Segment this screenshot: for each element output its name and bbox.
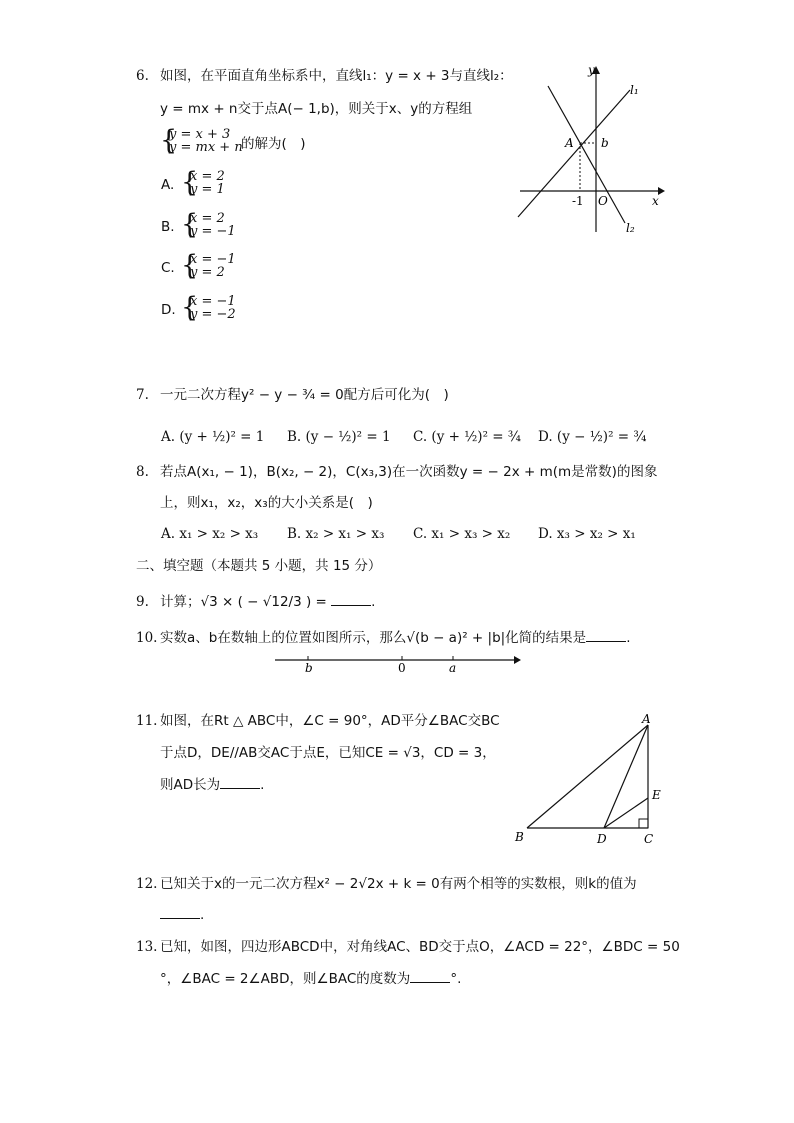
q10-stem: 实数a、b在数轴上的位置如图所示，那么√(b − a)² + |b|化简的结果是 . [160, 630, 631, 646]
q6-system: { y = x + 3 y = mx + n [160, 125, 243, 156]
q6-fig-l1-label: l₁ [630, 83, 639, 97]
q6-fig-b-label: b [601, 136, 609, 150]
q12-line1: 已知关于x的一元二次方程x² − 2√2x + k = 0有两个相等的实数根，则k的值为 [160, 876, 637, 892]
q6-fig-neg1-label: -1 [572, 194, 584, 208]
q12-answer-blank[interactable] [160, 906, 200, 919]
q6-system-suffix: 的解为( ) [241, 136, 306, 152]
q6-fig-point-a: A [565, 136, 574, 150]
q10-number: 10. [136, 630, 158, 646]
q8-option-c[interactable]: C. x₁ > x₃ > x₂ [413, 526, 511, 542]
q7-option-b[interactable]: B. (y − ½)² = 1 [287, 429, 391, 445]
section-2-heading: 二、填空题（本题共 5 小题，共 15 分） [136, 558, 382, 574]
q6-system-row1: y = x + 3 [169, 127, 231, 142]
q11-line3: 则AD长为 . [160, 777, 265, 793]
q6-number: 6. [136, 68, 149, 84]
q6-fig-origin-label: O [598, 194, 608, 208]
q13-line1: 已知，如图，四边形ABCD中，对角线AC、BD交于点O，∠ACD = 22°，∠BDC = 50 [160, 939, 680, 955]
q8-number: 8. [136, 464, 149, 480]
q11-answer-blank[interactable] [220, 776, 260, 789]
q7-option-d[interactable]: D. (y − ½)² = ¾ [538, 429, 647, 445]
q6-line1: 如图，在平面直角坐标系中，直线l₁：y = x + 3与直线l₂： [160, 68, 513, 84]
q7-stem: 一元二次方程y² − y − ¾ = 0配方后可化为( ) [160, 387, 449, 403]
q6-fig-l2-label: l₂ [626, 221, 635, 235]
q12-number: 12. [136, 876, 158, 892]
q11-label-c: C [644, 832, 654, 846]
q6-fig-y-label: y [588, 63, 595, 77]
q10-answer-blank[interactable] [586, 629, 626, 642]
q9-stem: 计算；√3 × ( − √12/3 ) = . [160, 594, 376, 610]
q11-line1: 如图，在Rt △ ABC中，∠C = 90°，AD平分∠BAC交BC [160, 713, 500, 729]
q10-number-line [270, 650, 525, 678]
q13-answer-blank[interactable] [410, 970, 450, 983]
q11-number: 11. [136, 713, 158, 729]
q6-system-row2: y = mx + n [169, 140, 243, 155]
q6-fig-x-label: x [652, 194, 659, 208]
q10-point-b-label: b [305, 661, 313, 675]
q11-label-e: E [652, 788, 661, 802]
q6-coordinate-figure [510, 60, 670, 240]
q13-line2: °，∠BAC = 2∠ABD，则∠BAC的度数为 °. [160, 971, 462, 987]
q7-option-c[interactable]: C. (y + ½)² = ¾ [413, 429, 521, 445]
q11-triangle-figure [505, 705, 675, 853]
q13-number: 13. [136, 939, 158, 955]
q8-line1: 若点A(x₁, − 1)，B(x₂, − 2)，C(x₃,3)在一次函数y = − 2x + m(m是常数)的图象 [160, 464, 658, 480]
q10-zero-label: 0 [398, 661, 406, 675]
q12-line2: . [160, 906, 204, 924]
q11-label-a: A [642, 712, 651, 726]
q11-label-b: B [515, 830, 524, 844]
q8-option-b[interactable]: B. x₂ > x₁ > x₃ [287, 526, 385, 542]
q10-point-a-label: a [449, 661, 457, 675]
q7-number: 7. [136, 387, 149, 403]
q7-option-a[interactable]: A. (y + ½)² = 1 [161, 429, 265, 445]
q11-label-d: D [597, 832, 607, 846]
q8-line2: 上，则x₁，x₂，x₃的大小关系是( ) [160, 495, 373, 511]
q9-number: 9. [136, 594, 149, 610]
q11-line2: 于点D，DE//AB交AC于点E，已知CE = √3，CD = 3， [160, 745, 496, 761]
q8-option-a[interactable]: A. x₁ > x₂ > x₃ [161, 526, 259, 542]
q6-line2: y = mx + n交于点A(− 1,b)，则关于x、y的方程组 [160, 101, 473, 117]
q8-option-d[interactable]: D. x₃ > x₂ > x₁ [538, 526, 636, 542]
q9-answer-blank[interactable] [331, 593, 371, 606]
